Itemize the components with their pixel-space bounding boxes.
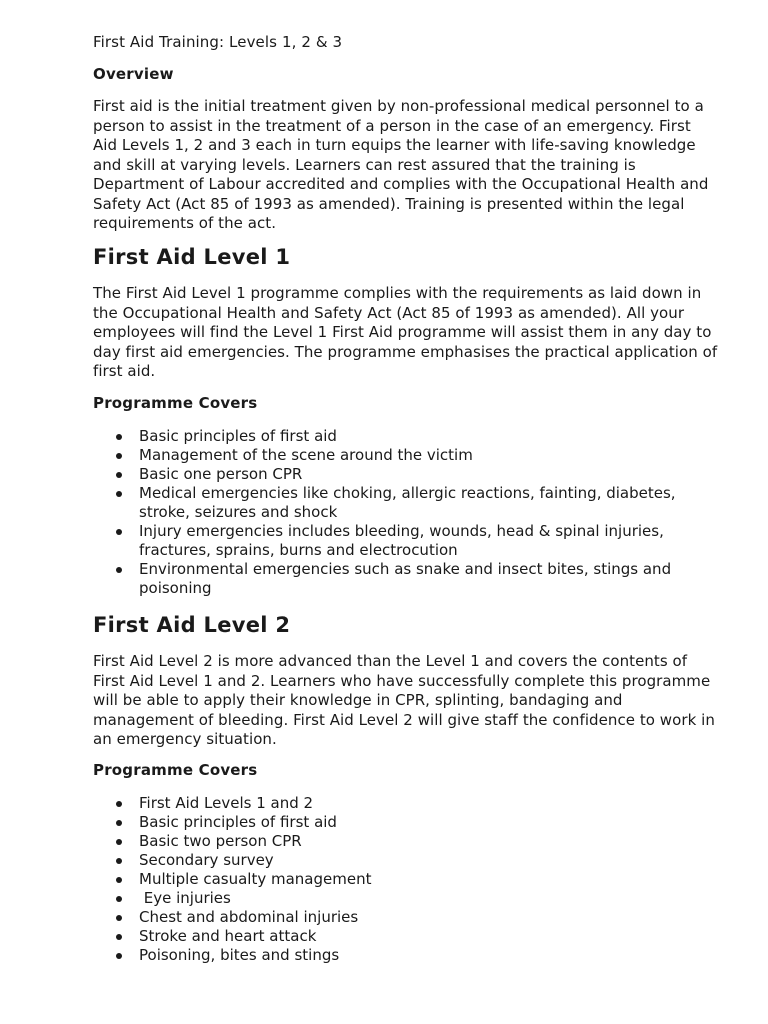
list-item-text: Injury emergencies includes bleeding, wounds, head & spinal injuries, fractures, sprains, burns and electrocution xyxy=(139,522,664,559)
overview-heading: Overview xyxy=(93,65,174,83)
overview-paragraph: First aid is the initial treatment given by non-professional medical personnel to a person to assist in the treatment of a person in the case of an emergency. First Aid Levels 1, 2 and 3 each in turn equips the learner with life-saving knowledge and skill at varying levels. Learners can rest assured that the training is Department of Labour accredited and complies with the Occupational Health and Safety Act (Act 85 of 1993 as amended). Training is presented within the legal requirements of the act. xyxy=(93,97,709,232)
list-item-text: Basic principles of first aid xyxy=(139,813,337,831)
bullet-icon xyxy=(116,434,122,440)
bullet-icon xyxy=(116,801,122,807)
level1-paragraph: The First Aid Level 1 programme complies with the requirements as laid down in the Occupational Health and Safety Act (Act 85 of 1993 as amended). All your employees will find the Level 1 First Aid programme will assist them in any day to day first aid emergencies. The programme emphasises the practical application of first aid. xyxy=(93,284,718,380)
list-item xyxy=(93,946,703,965)
list-item xyxy=(93,560,703,598)
bullet-icon xyxy=(116,839,122,845)
list-item xyxy=(93,813,703,832)
list-item xyxy=(93,465,703,484)
list-item xyxy=(93,427,703,446)
list-item xyxy=(93,832,703,851)
level1-covers-heading: Programme Covers xyxy=(93,394,258,412)
bullet-icon xyxy=(116,953,122,959)
list-item-text: Secondary survey xyxy=(139,851,274,869)
bullet-icon xyxy=(116,858,122,864)
list-item xyxy=(93,870,703,889)
level1-heading: First Aid Level 1 xyxy=(93,245,291,269)
list-item-text: Basic two person CPR xyxy=(139,832,302,850)
list-item-text: Chest and abdominal injuries xyxy=(139,908,359,926)
list-item-text: Basic principles of first aid xyxy=(139,427,337,445)
list-item xyxy=(93,446,703,465)
list-item-text: Multiple casualty management xyxy=(139,870,372,888)
list-item xyxy=(93,522,703,560)
bullet-icon xyxy=(116,453,122,459)
list-item xyxy=(93,908,703,927)
document-title: First Aid Training: Levels 1, 2 & 3 xyxy=(93,33,343,51)
bullet-icon xyxy=(116,491,122,497)
bullet-icon xyxy=(116,896,122,902)
list-item-text: Environmental emergencies such as snake and insect bites, stings and poisoning xyxy=(139,560,672,597)
list-item xyxy=(93,927,703,946)
bullet-icon xyxy=(116,934,122,940)
list-item-text: Management of the scene around the victim xyxy=(139,446,473,464)
bullet-icon xyxy=(116,820,122,826)
bullet-icon xyxy=(116,529,122,535)
bullet-icon xyxy=(116,567,122,573)
bullet-icon xyxy=(116,915,122,921)
list-item-text: Poisoning, bites and stings xyxy=(139,946,340,964)
bullet-icon xyxy=(116,472,122,478)
list-item xyxy=(93,484,703,522)
list-item xyxy=(93,794,703,813)
level2-covers-list xyxy=(93,794,703,965)
list-item-text: Medical emergencies like choking, allergic reactions, fainting, diabetes, stroke, seizures and shock xyxy=(139,484,676,521)
bullet-icon xyxy=(116,877,122,883)
level1-covers-list xyxy=(93,427,703,598)
list-item-text: Eye injuries xyxy=(139,889,231,907)
list-item xyxy=(93,889,703,908)
level2-paragraph: First Aid Level 2 is more advanced than the Level 1 and covers the contents of First Aid Level 1 and 2. Learners who have successfully complete this programme will be able to apply their knowledge in CPR, splinting, bandaging and management of bleeding. First Aid Level 2 will give staff the confidence to work in an emergency situation. xyxy=(93,652,715,748)
list-item-text: Basic one person CPR xyxy=(139,465,303,483)
level2-covers-heading: Programme Covers xyxy=(93,761,258,779)
list-item-text: First Aid Levels 1 and 2 xyxy=(139,794,314,812)
level2-heading: First Aid Level 2 xyxy=(93,613,291,637)
list-item-text: Stroke and heart attack xyxy=(139,927,317,945)
list-item xyxy=(93,851,703,870)
